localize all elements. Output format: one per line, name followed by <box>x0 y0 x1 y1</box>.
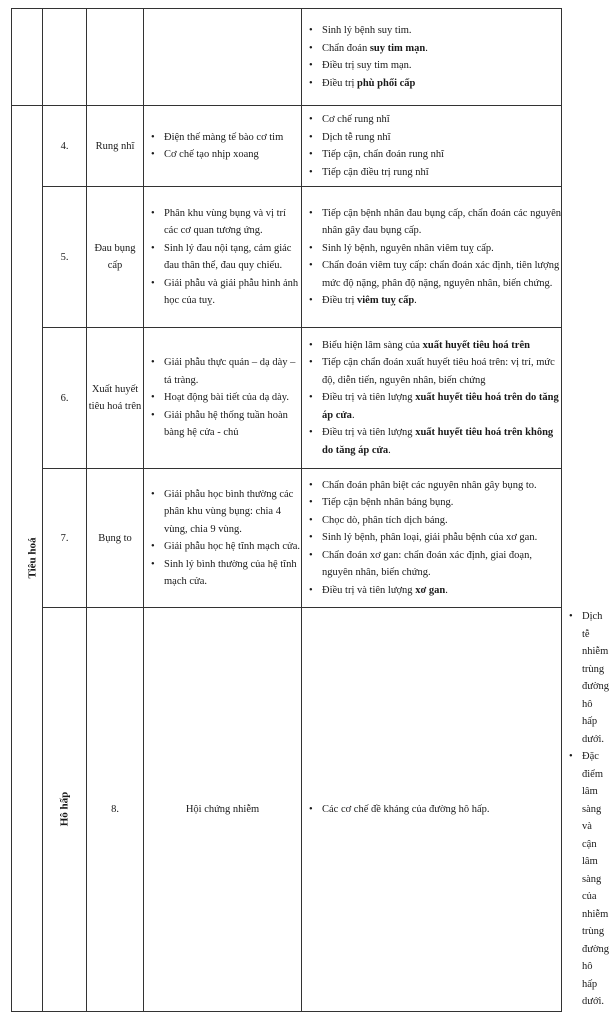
list-item <box>144 407 301 442</box>
list-item <box>302 75 561 93</box>
text: Đặc điểm lâm sàng và cận lâm sàng của nhiễm trùng đường hô hấp dưới. <box>582 751 609 1007</box>
list-item <box>302 111 561 129</box>
row-number <box>43 9 87 106</box>
text: Giải phẫu hệ thống tuần hoàn bàng hệ cửa - chủ <box>164 409 288 439</box>
list-item <box>302 582 561 600</box>
text: Sinh lý đau nội tạng, cảm giác đau thân thể, đau quy chiếu. <box>164 242 292 271</box>
group-cell-respiratory <box>43 608 87 1012</box>
list-item <box>302 337 561 355</box>
text: Chẩn đoán phân biệt các nguyên nhân gây bụng to. <box>322 479 537 491</box>
list-item <box>144 205 301 240</box>
group-cell-cardio <box>12 9 43 106</box>
row-number: 8. <box>87 608 144 1012</box>
text: Hoạt động bài tiết của dạ dày. <box>164 392 289 404</box>
list-item <box>302 205 561 240</box>
list-item <box>144 146 301 164</box>
text: Sinh lý bệnh, nguyên nhân viêm tuỵ cấp. <box>322 242 494 254</box>
text: . <box>414 295 417 306</box>
text: Điều trị <box>322 77 357 89</box>
basic-sciences-cell <box>144 106 302 187</box>
list-item <box>562 748 609 1011</box>
text: Giải phẫu thực quản – dạ dày – tá tràng. <box>164 357 296 386</box>
group-label: Tiêu hoá <box>26 537 39 579</box>
list-item <box>302 424 561 459</box>
topic-cell <box>87 9 144 106</box>
row-number: 4. <box>43 106 87 187</box>
text: Sinh lý bình thường của hệ tĩnh mạch cửa. <box>164 558 297 587</box>
text: Dịch tễ nhiễm trùng đường hô hấp dưới. <box>582 611 609 745</box>
text: Cơ chế rung nhĩ <box>322 114 390 125</box>
text: Điều trị và tiên lượng <box>322 392 416 404</box>
text: Chẩn đoán xơ gan: chẩn đoán xác định, giai đoạn, nguyên nhân, biến chứng. <box>322 549 532 579</box>
list-item <box>144 240 301 275</box>
topic-cell: Bụng to <box>87 469 144 608</box>
text: Phân khu vùng bụng và vị trí các cơ quan tương ứng. <box>164 207 286 236</box>
text: Điều trị suy tim mạn. <box>322 60 412 71</box>
text: Điều trị <box>322 295 357 306</box>
bold-text: suy tim mạn <box>369 42 426 54</box>
group-label: Hô hấp <box>58 791 71 827</box>
list-item <box>302 164 561 182</box>
text: . <box>425 42 428 54</box>
row-number: 6. <box>43 328 87 469</box>
list-item <box>302 529 561 547</box>
text: Tiếp cận điều trị rung nhĩ <box>322 166 429 178</box>
group-cell-digestive <box>12 106 43 1012</box>
text: Tiếp cận bệnh nhân đau bụng cấp, chẩn đoán các nguyên nhân gây đau bụng cấp. <box>322 207 561 236</box>
text: . <box>445 584 448 596</box>
text: Sinh lý bệnh, phân loại, giải phẫu bệnh của xơ gan. <box>322 532 538 544</box>
text: . <box>388 444 391 456</box>
list-item <box>144 275 301 310</box>
topic-cell: Xuất huyết tiêu hoá trên <box>87 328 144 469</box>
list-item <box>144 486 301 539</box>
list-item <box>302 389 561 424</box>
row-number: 7. <box>43 469 87 608</box>
list-item <box>302 512 561 530</box>
text: Chọc dò, phân tích dịch báng. <box>322 514 448 526</box>
syllabus-table <box>11 8 609 1012</box>
clinical-cell <box>302 9 562 106</box>
text: Điều trị và tiên lượng <box>322 584 416 596</box>
bold-text: xuất huyết tiêu hoá trên <box>422 339 530 351</box>
text: Tiếp cận bệnh nhân báng bụng. <box>322 497 454 509</box>
list-item <box>302 494 561 512</box>
table-row <box>12 608 562 1012</box>
list-item <box>144 354 301 389</box>
bold-text: xơ gan <box>415 584 446 596</box>
clinical-cell <box>302 187 562 328</box>
row-number: 5. <box>43 187 87 328</box>
clinical-cell <box>302 328 562 469</box>
basic-sciences-cell <box>302 608 562 1012</box>
list-item <box>302 40 561 58</box>
list-item <box>302 129 561 147</box>
list-item <box>144 389 301 407</box>
text: Dịch tễ rung nhĩ <box>322 131 391 143</box>
list-item <box>302 547 561 582</box>
table-row <box>12 469 562 608</box>
text: Chẩn đoán viêm tuỵ cấp: chẩn đoán xác định, tiên lượng mức độ nặng, phân độ nặng, nguyên nhân, biến chứng. <box>322 260 560 289</box>
bold-text: xuất huyết tiêu hoá trên không do tăng áp cửa <box>322 427 554 456</box>
clinical-cell <box>302 469 562 608</box>
list-item <box>144 538 301 556</box>
list-item <box>302 354 561 389</box>
table-row <box>12 187 562 328</box>
text: Giải phẫu học hệ tĩnh mạch cửa. <box>164 541 301 552</box>
table-row <box>12 9 562 106</box>
list-item <box>562 608 609 748</box>
bold-text: viêm tuỵ cấp <box>357 295 415 306</box>
text: . <box>351 409 355 421</box>
basic-sciences-cell <box>144 9 302 106</box>
list-item <box>302 477 561 495</box>
table-row <box>12 328 562 469</box>
topic-cell: Rung nhĩ <box>87 106 144 187</box>
text: Các cơ chế đề kháng của đường hô hấp. <box>322 803 490 815</box>
text: Sinh lý bệnh suy tim. <box>322 25 412 36</box>
text: Tiếp cận, chẩn đoán rung nhĩ <box>322 149 445 160</box>
list-item <box>302 57 561 75</box>
text: Cơ chế tạo nhịp xoang <box>164 149 259 160</box>
bold-text: phù phổi cấp <box>357 77 416 89</box>
table-row <box>12 106 562 187</box>
list-item <box>302 22 561 40</box>
basic-sciences-cell <box>144 187 302 328</box>
text: Giải phẫu và giải phẫu hình ảnh học của tuỵ. <box>164 277 299 306</box>
list-item <box>302 257 561 292</box>
text: Chẩn đoán <box>322 42 370 54</box>
list-item <box>144 129 301 147</box>
clinical-cell <box>302 106 562 187</box>
text: Điều trị và tiên lượng <box>322 427 416 439</box>
topic-cell: Hội chứng nhiễm <box>144 608 302 1012</box>
text: Giải phẫu học bình thường các phân khu vùng bụng: chia 4 vùng, chia 9 vùng. <box>164 488 294 535</box>
text: Điện thế màng tế bào cơ tim <box>164 131 284 143</box>
text: Biểu hiện lâm sàng của <box>322 339 423 351</box>
basic-sciences-cell <box>144 469 302 608</box>
list-item <box>302 801 561 819</box>
topic-cell: Đau bụng cấp <box>87 187 144 328</box>
list-item <box>144 556 301 591</box>
list-item <box>302 292 561 310</box>
text: Tiếp cận chẩn đoán xuất huyết tiêu hoá trên: vị trí, mức độ, diễn tiến, nguyên nhân, biến chứng <box>322 357 555 386</box>
list-item <box>302 240 561 258</box>
bold-text: xuất huyết tiêu hoá trên do tăng áp cửa <box>322 392 559 421</box>
basic-sciences-cell <box>144 328 302 469</box>
list-item <box>302 146 561 164</box>
